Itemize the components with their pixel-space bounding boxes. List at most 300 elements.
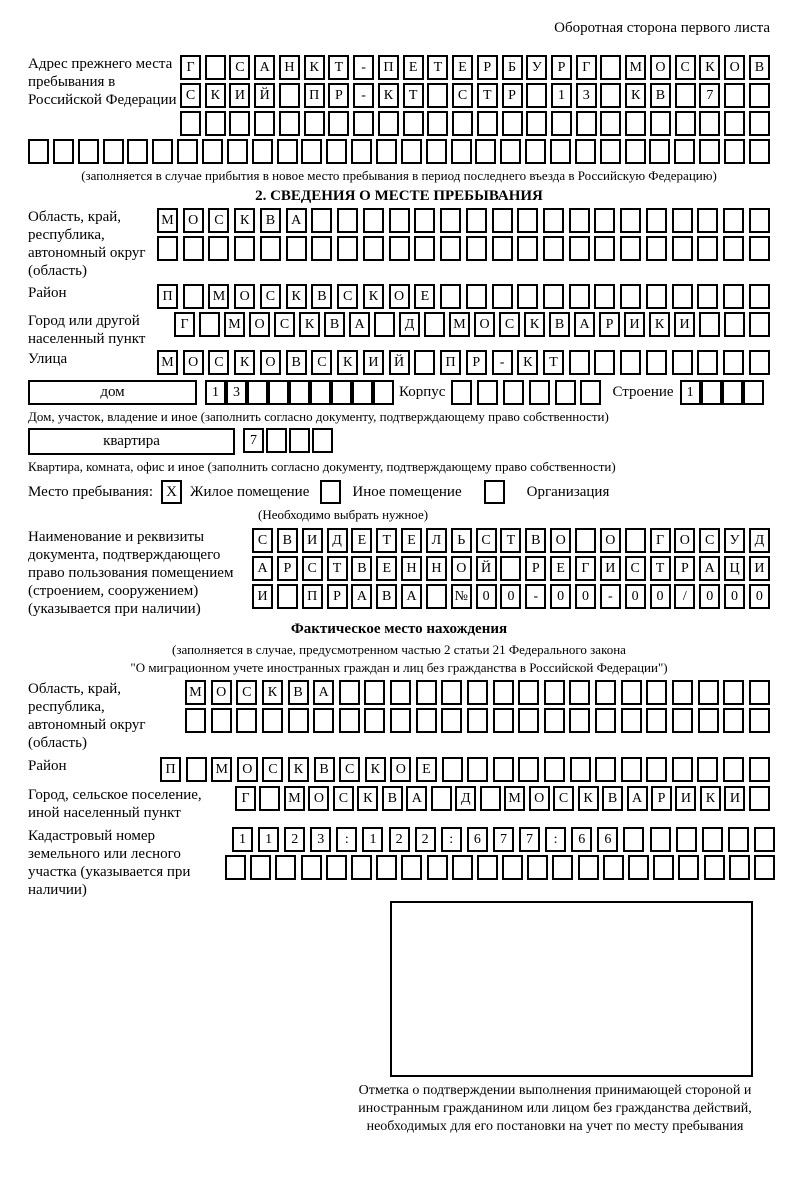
char-cell[interactable] — [672, 680, 693, 705]
char-cell[interactable] — [337, 236, 358, 261]
char-cell[interactable]: А — [286, 208, 307, 233]
char-cell[interactable]: И — [252, 584, 273, 609]
char-cell[interactable] — [78, 139, 99, 164]
char-cell[interactable] — [451, 380, 472, 405]
char-cell[interactable] — [451, 139, 472, 164]
char-cell[interactable] — [525, 139, 546, 164]
char-cell[interactable]: К — [262, 680, 283, 705]
char-cell[interactable] — [672, 757, 693, 782]
char-cell[interactable]: О — [474, 312, 495, 337]
char-cell[interactable] — [517, 236, 538, 261]
char-cell[interactable] — [326, 139, 347, 164]
char-cell[interactable] — [749, 708, 770, 733]
char-cell[interactable] — [416, 680, 437, 705]
char-cell[interactable]: Р — [466, 350, 487, 375]
char-cell[interactable]: П — [160, 757, 181, 782]
char-cell[interactable]: - — [525, 584, 546, 609]
char-cell[interactable]: В — [525, 528, 546, 553]
char-cell[interactable] — [229, 111, 250, 136]
char-cell[interactable]: - — [353, 83, 374, 108]
char-cell[interactable] — [529, 380, 550, 405]
char-cell[interactable]: П — [157, 284, 178, 309]
char-cell[interactable] — [675, 83, 696, 108]
char-cell[interactable]: В — [376, 584, 397, 609]
char-cell[interactable]: И — [363, 350, 384, 375]
char-cell[interactable] — [289, 380, 310, 405]
char-cell[interactable] — [311, 208, 332, 233]
char-cell[interactable] — [517, 208, 538, 233]
char-cell[interactable] — [352, 380, 373, 405]
char-cell[interactable]: М — [625, 55, 646, 80]
char-cell[interactable] — [518, 757, 539, 782]
char-cell[interactable]: Р — [651, 786, 672, 811]
char-cell[interactable] — [620, 284, 641, 309]
char-cell[interactable]: А — [699, 556, 720, 581]
char-cell[interactable] — [728, 827, 749, 852]
char-cell[interactable]: А — [349, 312, 370, 337]
char-cell[interactable]: В — [314, 757, 335, 782]
char-cell[interactable] — [743, 380, 764, 405]
char-cell[interactable]: М — [208, 284, 229, 309]
char-cell[interactable] — [749, 350, 770, 375]
char-cell[interactable] — [723, 350, 744, 375]
char-cell[interactable]: И — [600, 556, 621, 581]
char-cell[interactable] — [698, 680, 719, 705]
char-cell[interactable]: О — [600, 528, 621, 553]
char-cell[interactable]: С — [339, 757, 360, 782]
char-cell[interactable] — [672, 236, 693, 261]
char-cell[interactable] — [526, 83, 547, 108]
char-cell[interactable]: : — [441, 827, 462, 852]
char-cell[interactable]: М — [284, 786, 305, 811]
char-cell[interactable]: О — [237, 757, 258, 782]
char-cell[interactable]: О — [260, 350, 281, 375]
char-cell[interactable] — [275, 855, 296, 880]
char-cell[interactable]: : — [336, 827, 357, 852]
char-cell[interactable]: В — [311, 284, 332, 309]
char-cell[interactable]: В — [286, 350, 307, 375]
street-row[interactable] — [157, 350, 770, 375]
char-cell[interactable] — [754, 827, 775, 852]
char-cell[interactable] — [620, 350, 641, 375]
char-cell[interactable]: Т — [403, 83, 424, 108]
char-cell[interactable]: А — [351, 584, 372, 609]
char-cell[interactable] — [177, 139, 198, 164]
char-cell[interactable] — [401, 855, 422, 880]
char-cell[interactable] — [183, 284, 204, 309]
checkbox-organization[interactable] — [484, 480, 505, 504]
char-cell[interactable]: О — [550, 528, 571, 553]
char-cell[interactable]: С — [229, 55, 250, 80]
char-cell[interactable] — [576, 111, 597, 136]
char-cell[interactable] — [603, 855, 624, 880]
char-cell[interactable] — [313, 708, 334, 733]
char-cell[interactable] — [364, 680, 385, 705]
char-cell[interactable]: А — [313, 680, 334, 705]
char-cell[interactable]: В — [288, 680, 309, 705]
char-cell[interactable] — [180, 111, 201, 136]
char-cell[interactable] — [500, 556, 521, 581]
char-cell[interactable]: С — [675, 55, 696, 80]
char-cell[interactable]: М — [211, 757, 232, 782]
char-cell[interactable] — [186, 757, 207, 782]
char-cell[interactable] — [452, 111, 473, 136]
char-cell[interactable]: О — [389, 284, 410, 309]
char-cell[interactable] — [623, 827, 644, 852]
char-cell[interactable]: Ь — [451, 528, 472, 553]
char-cell[interactable] — [390, 708, 411, 733]
char-cell[interactable] — [259, 786, 280, 811]
char-cell[interactable]: С — [274, 312, 295, 337]
char-cell[interactable] — [211, 708, 232, 733]
char-cell[interactable]: К — [700, 786, 721, 811]
char-cell[interactable] — [544, 708, 565, 733]
char-cell[interactable] — [551, 111, 572, 136]
actual-region-row-1[interactable] — [185, 680, 770, 705]
char-cell[interactable] — [650, 111, 671, 136]
char-cell[interactable] — [724, 111, 745, 136]
char-cell[interactable]: 0 — [575, 584, 596, 609]
char-cell[interactable] — [724, 139, 745, 164]
char-cell[interactable] — [575, 528, 596, 553]
char-cell[interactable]: Б — [502, 55, 523, 80]
char-cell[interactable] — [127, 139, 148, 164]
char-cell[interactable]: С — [699, 528, 720, 553]
char-cell[interactable]: К — [378, 83, 399, 108]
char-cell[interactable] — [569, 708, 590, 733]
char-cell[interactable] — [569, 208, 590, 233]
char-cell[interactable]: А — [401, 584, 422, 609]
char-cell[interactable] — [749, 111, 770, 136]
char-cell[interactable] — [424, 312, 445, 337]
char-cell[interactable] — [414, 208, 435, 233]
char-cell[interactable]: И — [724, 786, 745, 811]
char-cell[interactable]: Т — [328, 55, 349, 80]
char-cell[interactable] — [646, 708, 667, 733]
char-cell[interactable] — [595, 708, 616, 733]
char-cell[interactable] — [286, 236, 307, 261]
char-cell[interactable]: Р — [328, 83, 349, 108]
char-cell[interactable] — [480, 786, 501, 811]
char-cell[interactable] — [493, 708, 514, 733]
char-cell[interactable] — [722, 380, 743, 405]
char-cell[interactable] — [289, 428, 310, 453]
char-cell[interactable]: С — [625, 556, 646, 581]
char-cell[interactable] — [600, 139, 621, 164]
char-cell[interactable] — [555, 380, 576, 405]
char-cell[interactable] — [503, 380, 524, 405]
char-cell[interactable]: 7 — [493, 827, 514, 852]
actual-city-row[interactable] — [235, 786, 770, 811]
char-cell[interactable] — [628, 855, 649, 880]
char-cell[interactable]: Г — [180, 55, 201, 80]
char-cell[interactable]: М — [157, 350, 178, 375]
char-cell[interactable] — [279, 83, 300, 108]
stroenie-cells[interactable] — [680, 380, 764, 405]
char-cell[interactable] — [595, 757, 616, 782]
char-cell[interactable] — [351, 139, 372, 164]
char-cell[interactable]: В — [749, 55, 770, 80]
char-cell[interactable] — [600, 83, 621, 108]
char-cell[interactable]: Е — [376, 556, 397, 581]
char-cell[interactable]: Г — [576, 55, 597, 80]
char-cell[interactable] — [157, 236, 178, 261]
char-cell[interactable]: Е — [403, 55, 424, 80]
house-cells[interactable] — [205, 380, 390, 405]
char-cell[interactable]: С — [262, 757, 283, 782]
char-cell[interactable]: К — [357, 786, 378, 811]
char-cell[interactable] — [749, 83, 770, 108]
char-cell[interactable] — [236, 708, 257, 733]
char-cell[interactable]: К — [234, 350, 255, 375]
char-cell[interactable]: Т — [543, 350, 564, 375]
char-cell[interactable]: С — [252, 528, 273, 553]
char-cell[interactable]: Г — [575, 556, 596, 581]
char-cell[interactable] — [600, 111, 621, 136]
char-cell[interactable]: В — [549, 312, 570, 337]
char-cell[interactable] — [376, 139, 397, 164]
document-row-3[interactable] — [252, 584, 770, 609]
cadastral-row-2[interactable] — [225, 855, 775, 880]
char-cell[interactable] — [697, 757, 718, 782]
char-cell[interactable]: Й — [476, 556, 497, 581]
char-cell[interactable]: А — [254, 55, 275, 80]
char-cell[interactable] — [621, 757, 642, 782]
char-cell[interactable]: № — [451, 584, 472, 609]
char-cell[interactable] — [723, 680, 744, 705]
char-cell[interactable]: К — [286, 284, 307, 309]
char-cell[interactable] — [749, 284, 770, 309]
char-cell[interactable] — [543, 208, 564, 233]
char-cell[interactable] — [442, 757, 463, 782]
char-cell[interactable] — [749, 680, 770, 705]
char-cell[interactable]: М — [185, 680, 206, 705]
char-cell[interactable] — [653, 855, 674, 880]
char-cell[interactable] — [378, 111, 399, 136]
char-cell[interactable] — [724, 83, 745, 108]
char-cell[interactable]: 2 — [389, 827, 410, 852]
char-cell[interactable] — [260, 236, 281, 261]
char-cell[interactable]: / — [674, 584, 695, 609]
char-cell[interactable]: А — [574, 312, 595, 337]
char-cell[interactable] — [466, 236, 487, 261]
char-cell[interactable]: О — [183, 350, 204, 375]
char-cell[interactable] — [53, 139, 74, 164]
char-cell[interactable] — [339, 708, 360, 733]
char-cell[interactable]: Г — [650, 528, 671, 553]
char-cell[interactable] — [440, 208, 461, 233]
char-cell[interactable]: 2 — [284, 827, 305, 852]
char-cell[interactable] — [492, 284, 513, 309]
char-cell[interactable] — [414, 350, 435, 375]
char-cell[interactable]: М — [449, 312, 470, 337]
char-cell[interactable] — [492, 208, 513, 233]
char-cell[interactable]: - — [353, 55, 374, 80]
char-cell[interactable] — [552, 855, 573, 880]
char-cell[interactable] — [390, 680, 411, 705]
char-cell[interactable]: О — [390, 757, 411, 782]
char-cell[interactable]: Р — [551, 55, 572, 80]
char-cell[interactable] — [526, 111, 547, 136]
char-cell[interactable]: 1 — [551, 83, 572, 108]
char-cell[interactable]: О — [650, 55, 671, 80]
char-cell[interactable] — [250, 855, 271, 880]
char-cell[interactable] — [373, 380, 394, 405]
char-cell[interactable]: 6 — [597, 827, 618, 852]
char-cell[interactable]: П — [440, 350, 461, 375]
char-cell[interactable]: В — [277, 528, 298, 553]
char-cell[interactable] — [252, 139, 273, 164]
char-cell[interactable]: Т — [427, 55, 448, 80]
char-cell[interactable] — [543, 236, 564, 261]
char-cell[interactable]: 3 — [576, 83, 597, 108]
char-cell[interactable] — [674, 139, 695, 164]
char-cell[interactable]: Е — [351, 528, 372, 553]
char-cell[interactable] — [403, 111, 424, 136]
char-cell[interactable]: Л — [426, 528, 447, 553]
char-cell[interactable] — [304, 111, 325, 136]
char-cell[interactable] — [697, 284, 718, 309]
char-cell[interactable] — [416, 708, 437, 733]
char-cell[interactable]: С — [553, 786, 574, 811]
char-cell[interactable]: С — [333, 786, 354, 811]
char-cell[interactable]: И — [675, 786, 696, 811]
char-cell[interactable] — [697, 236, 718, 261]
char-cell[interactable] — [467, 757, 488, 782]
char-cell[interactable] — [427, 111, 448, 136]
char-cell[interactable] — [331, 380, 352, 405]
char-cell[interactable] — [301, 855, 322, 880]
char-cell[interactable] — [675, 111, 696, 136]
char-cell[interactable] — [337, 208, 358, 233]
char-cell[interactable]: Е — [550, 556, 571, 581]
char-cell[interactable]: О — [234, 284, 255, 309]
char-cell[interactable] — [754, 855, 775, 880]
char-cell[interactable] — [594, 208, 615, 233]
checkbox-other-premises[interactable] — [320, 480, 341, 504]
char-cell[interactable] — [414, 236, 435, 261]
char-cell[interactable] — [254, 111, 275, 136]
char-cell[interactable]: О — [249, 312, 270, 337]
char-cell[interactable] — [477, 380, 498, 405]
char-cell[interactable] — [427, 855, 448, 880]
char-cell[interactable] — [288, 708, 309, 733]
char-cell[interactable]: К — [699, 55, 720, 80]
char-cell[interactable] — [672, 708, 693, 733]
char-cell[interactable] — [697, 208, 718, 233]
city-row[interactable] — [174, 312, 770, 337]
char-cell[interactable] — [646, 284, 667, 309]
char-cell[interactable] — [467, 708, 488, 733]
char-cell[interactable]: Е — [401, 528, 422, 553]
char-cell[interactable] — [440, 284, 461, 309]
char-cell[interactable]: Р — [525, 556, 546, 581]
char-cell[interactable] — [621, 708, 642, 733]
char-cell[interactable] — [277, 139, 298, 164]
char-cell[interactable]: К — [649, 312, 670, 337]
char-cell[interactable]: П — [304, 83, 325, 108]
char-cell[interactable] — [569, 680, 590, 705]
char-cell[interactable] — [475, 139, 496, 164]
char-cell[interactable]: К — [234, 208, 255, 233]
char-cell[interactable]: С — [337, 284, 358, 309]
char-cell[interactable]: Н — [426, 556, 447, 581]
char-cell[interactable] — [749, 757, 770, 782]
char-cell[interactable]: С — [236, 680, 257, 705]
char-cell[interactable] — [544, 757, 565, 782]
char-cell[interactable] — [646, 757, 667, 782]
char-cell[interactable]: Е — [414, 284, 435, 309]
char-cell[interactable]: 0 — [476, 584, 497, 609]
char-cell[interactable]: Г — [174, 312, 195, 337]
char-cell[interactable] — [225, 855, 246, 880]
char-cell[interactable]: 7 — [519, 827, 540, 852]
checkbox-residential[interactable]: X — [161, 480, 182, 504]
char-cell[interactable] — [328, 111, 349, 136]
char-cell[interactable] — [646, 208, 667, 233]
char-cell[interactable]: 1 — [258, 827, 279, 852]
char-cell[interactable]: И — [624, 312, 645, 337]
char-cell[interactable]: С — [208, 208, 229, 233]
char-cell[interactable]: Д — [455, 786, 476, 811]
char-cell[interactable] — [646, 680, 667, 705]
char-cell[interactable]: 0 — [724, 584, 745, 609]
char-cell[interactable] — [199, 312, 220, 337]
char-cell[interactable] — [672, 284, 693, 309]
char-cell[interactable]: 0 — [500, 584, 521, 609]
char-cell[interactable] — [247, 380, 268, 405]
char-cell[interactable] — [500, 139, 521, 164]
char-cell[interactable]: 1 — [680, 380, 701, 405]
char-cell[interactable]: И — [229, 83, 250, 108]
char-cell[interactable] — [595, 680, 616, 705]
char-cell[interactable]: 7 — [243, 428, 264, 453]
char-cell[interactable] — [697, 350, 718, 375]
char-cell[interactable]: 0 — [699, 584, 720, 609]
char-cell[interactable]: Й — [254, 83, 275, 108]
char-cell[interactable] — [704, 855, 725, 880]
char-cell[interactable] — [723, 284, 744, 309]
char-cell[interactable]: Г — [235, 786, 256, 811]
char-cell[interactable] — [699, 312, 720, 337]
document-row-2[interactable] — [252, 556, 770, 581]
char-cell[interactable] — [312, 428, 333, 453]
char-cell[interactable] — [620, 236, 641, 261]
char-cell[interactable] — [152, 139, 173, 164]
char-cell[interactable]: 1 — [205, 380, 226, 405]
char-cell[interactable] — [467, 680, 488, 705]
char-cell[interactable] — [466, 208, 487, 233]
char-cell[interactable]: - — [600, 584, 621, 609]
char-cell[interactable]: К — [578, 786, 599, 811]
char-cell[interactable]: Д — [749, 528, 770, 553]
district-row[interactable] — [157, 284, 770, 309]
char-cell[interactable] — [698, 708, 719, 733]
char-cell[interactable] — [749, 208, 770, 233]
char-cell[interactable] — [650, 827, 671, 852]
char-cell[interactable] — [600, 55, 621, 80]
char-cell[interactable]: 0 — [749, 584, 770, 609]
cadastral-row-1[interactable] — [232, 827, 775, 852]
region-row-2[interactable] — [157, 236, 770, 261]
char-cell[interactable] — [702, 827, 723, 852]
char-cell[interactable] — [723, 236, 744, 261]
char-cell[interactable] — [326, 855, 347, 880]
char-cell[interactable]: : — [545, 827, 566, 852]
char-cell[interactable] — [594, 236, 615, 261]
char-cell[interactable] — [723, 208, 744, 233]
char-cell[interactable] — [205, 55, 226, 80]
